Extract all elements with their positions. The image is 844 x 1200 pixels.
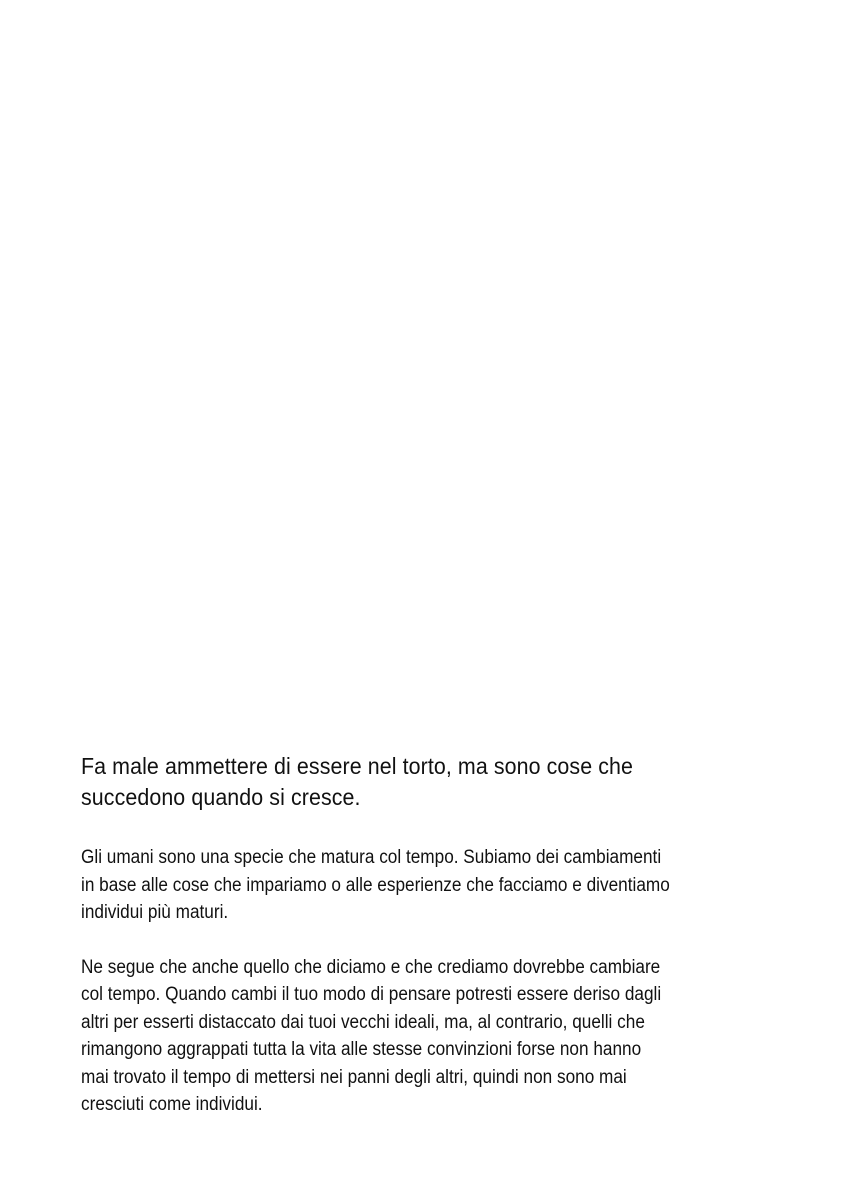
paragraph-line: in base alle cose che impariamo o alle esperienze che facciamo e diventiamo	[81, 874, 670, 896]
paragraph-line: individui più maturi.	[81, 902, 229, 923]
paragraph-line: altri per esserti distaccato dai tuoi vecchi ideali, ma, al contrario, quelli che	[81, 1011, 645, 1033]
paragraph-line: mai trovato il tempo di mettersi nei panni degli altri, quindi non sono mai	[81, 1066, 627, 1088]
paragraph-line: cresciuti come individui.	[81, 1094, 263, 1115]
paragraph-line: rimangono aggrappati tutta la vita alle stesse convinzioni forse non hanno	[81, 1039, 642, 1060]
heading	[81, 751, 760, 813]
paragraph-line: Ne segue che anche quello che diciamo e che crediamo dovrebbe cambiare	[81, 956, 661, 978]
heading-line: Fa male ammettere di essere nel torto, ma sono cose che	[81, 753, 634, 779]
paragraph-1	[81, 844, 760, 927]
heading-line: succedono quando si cresce.	[81, 784, 361, 810]
text-block	[81, 751, 761, 1119]
paragraph-2	[81, 954, 760, 1119]
paragraph-line: col tempo. Quando cambi il tuo modo di pensare potresti essere deriso dagli	[81, 984, 662, 1005]
paragraph-line: Gli umani sono una specie che matura col tempo. Subiamo dei cambiamenti	[81, 847, 662, 868]
